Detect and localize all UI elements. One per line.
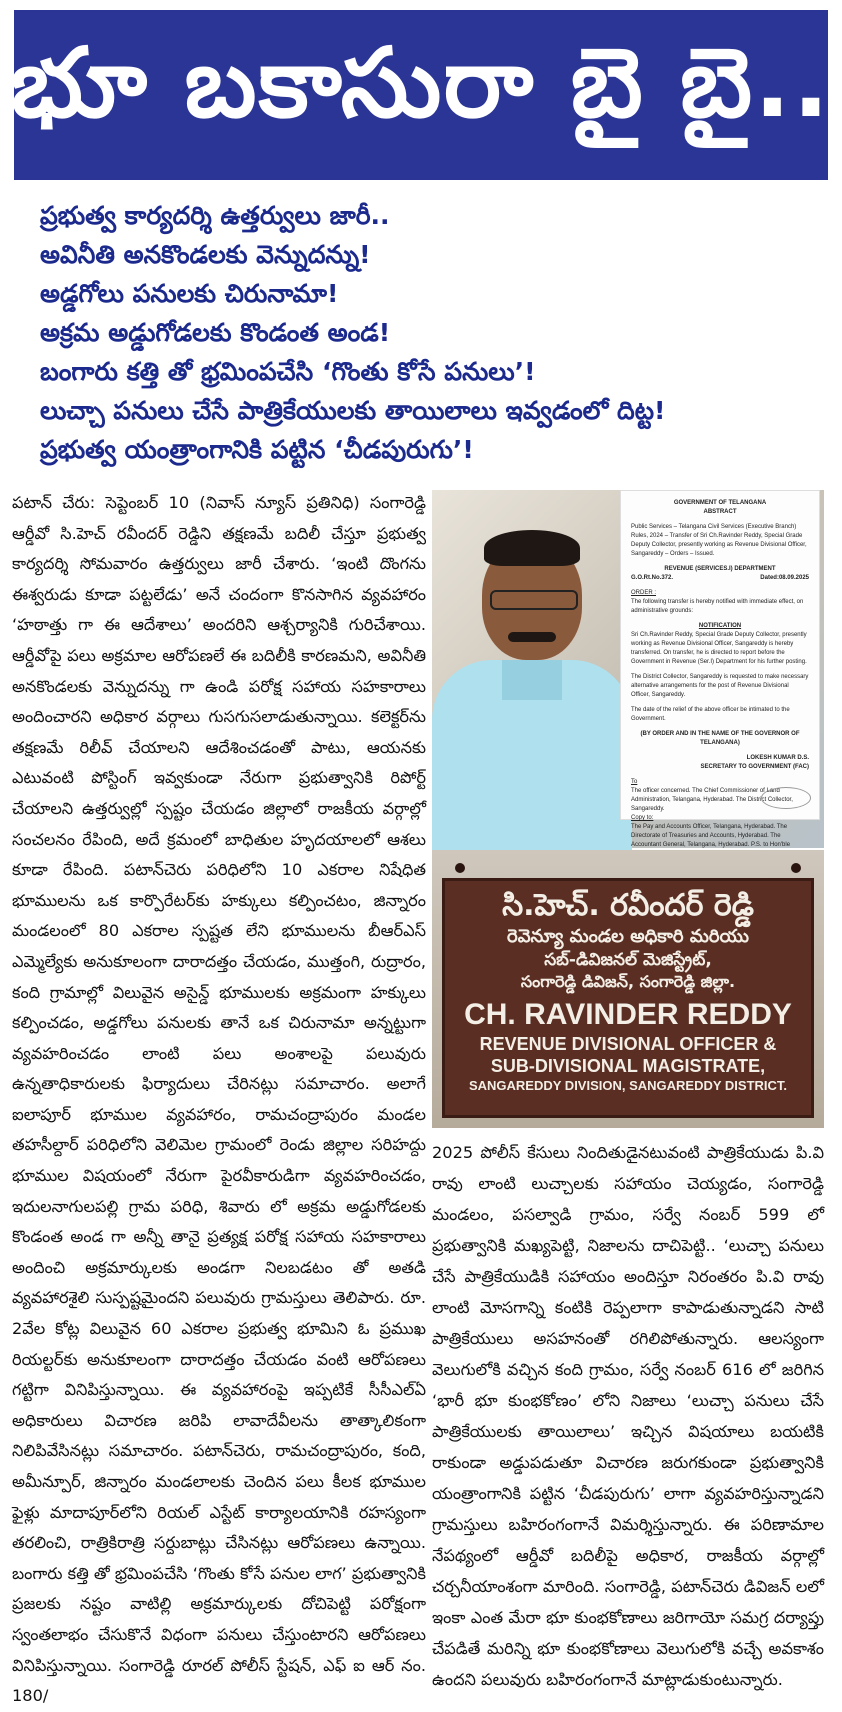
- officer-photo-with-order: [432, 490, 824, 848]
- nameplate-photo: [432, 850, 824, 1128]
- doc-to-label: To: [631, 779, 638, 785]
- board-name-english: CH. RAVINDER REDDY: [464, 998, 792, 1031]
- doc-abstract: ABSTRACT: [703, 509, 737, 515]
- board-name-telugu: సి.హెచ్. రవీందర్ రెడ్డి: [502, 888, 754, 923]
- officer-portrait: [432, 510, 632, 848]
- highlight-item: అడ్డగోలు పనులకు చిరునామా!: [40, 279, 339, 308]
- board-title-english-1: REVENUE DIVISIONAL OFFICER &: [479, 1034, 777, 1054]
- highlights-list: [40, 196, 820, 469]
- doc-order-by: (BY ORDER AND IN THE NAME OF THE GOVERNOR OF TELANGANA): [640, 731, 800, 746]
- doc-signatory-name: LOKESH KUMAR D.S.: [746, 755, 809, 761]
- doc-relief-text: The date of the relief of the above officer be intimated to the Government.: [631, 707, 790, 722]
- bolt-icon: [455, 863, 465, 873]
- doc-notification-text: Sri Ch.Ravinder Reddy, Special Grade Deputy Collector, presently working as Revenue Divisional Officer, Sangareddy is hereby transferred. On transfer, he is directed to report before the Government in Revenue (Ser.I) Department for his further posting.: [631, 632, 807, 665]
- highlight-item: లుచ్చా పనులు చేసే పాత్రికేయులకు తాయిలాలు ఇవ్వడంలో దిట్ట!: [40, 396, 666, 425]
- doc-dated: Dated:08.09.2025: [760, 575, 809, 581]
- highlight-item: అవినీతి అనకొండలకు వెన్నుదన్ను!: [40, 240, 371, 269]
- highlight-item: అక్రమ అడ్డుగోడలకు కొండంత అండ!: [40, 318, 391, 347]
- doc-copy-lines: The Pay and Accounts Officer, Telangana, Hyderabad. The Directorate of Treasuries and Accounts, Hyderabad. The Accountant General, Telangana, Hyderabad. P.S. to Hon'ble: [631, 824, 791, 848]
- doc-go-no: G.O.Rt.No.372.: [631, 575, 674, 581]
- doc-signatory-title: SECRETARY TO GOVERNMENT (FAC): [700, 764, 809, 770]
- board-division-english: SANGAREDDY DIVISION, SANGAREDDY DISTRICT.: [468, 1078, 788, 1093]
- doc-subject: Public Services – Telangana Civil Services (Executive Branch) Rules, 2024 – Transfer of Sri Ch.Ravinder Reddy, Special Grade Deputy Collector, presently working as Revenue Divisional Officer, Sangareddy – Orders – Issued.: [631, 524, 807, 557]
- highlight-item: బంగారు కత్తి తో భ్రమింపచేసి ‘గొంతు కోసే పనులు’!: [40, 357, 536, 386]
- board-title-telugu-1: రెవెన్యూ మండల అధికారి మరియు: [507, 926, 749, 947]
- glasses-shape: [490, 590, 578, 610]
- doc-dept: REVENUE (SERVICES.I) DEPARTMENT: [664, 566, 776, 572]
- doc-order-label: ORDER :: [631, 590, 657, 596]
- nameplate-board: [442, 878, 814, 1118]
- article-text-right: 2025 పోలీస్ కేసులు నిందితుడైనటువంటి పాత్రికేయుడు పి.వి రావు లాంటి లుచ్చాలకు సహాయం చెయ్యడం, సంగారెడ్డి మండలం, పసల్వాడి గ్రామం, సర్వే నంబర్ 599 లో ప్రభుత్వానికి మఖ్యపెట్టి, నిజాలను దాచిపెట్టి.. ‘లుచ్చా పనులు చేసే పాత్రికేయుడికి సహాయం అందిస్తూ నిరంతరం పి.వి రావు లాంటి మోసగాన్ని కంటికి రెప్పలాగా కాపాడుతున్నాడని సాటి పాత్రికేయులు అసహనంతో రగిలిపోతున్నారు. ఆలస్యంగా వెలుగులోకి వచ్చిన కంది గ్రామం, సర్వే నంబర్ 616 లో జరిగిన ‘భారీ భూ కుంభకోణం’ లోని నిజాలు ‘లుచ్చా పనులు చేసే పాత్రికేయులకు తాయిలాలు’ ఇచ్చిన విషయాలు బయటికి రాకుండా అడ్డుపడుతూ విచారణ జరుగకుండా ప్రభుత్వానికి యంత్రాంగానికి పట్టిన ‘చీడపురుగు’ లాగా వ్యవహరిస్తున్నాడని గ్రామస్తులు బహిరంగంగానే విమర్శిస్తున్నారు. ఈ పరిణామాల నేపథ్యంలో ఆర్డీవో బదిలీపై అధికార, రాజకీయ వర్గాల్లో చర్చనీయాంశంగా మారింది. సంగారెడ్డి, పటాన్‌చెరు డివిజన్ లలో ఇంకా ఎంత మేరా భూ కుంభకోణాలు జరిగాయో సమగ్ర దర్యాప్తు చేపడితే మరిన్ని భూ కుంభకోణాలు వెలుగులోకి వచ్చే అవకాశం ఉందని పలువురు బహిరంగంగానే మాట్లాడుకుంటున్నారు.: [432, 1143, 824, 1689]
- mustache-shape: [508, 632, 556, 642]
- highlight-item: ప్రభుత్వ కార్యదర్శి ఉత్తర్వులు జారీ..: [40, 201, 390, 230]
- board-title-english-2: SUB-DIVISIONAL MAGISTRATE,: [490, 1056, 766, 1076]
- headline: భూ బకాసురా బై బై..: [10, 27, 832, 139]
- board-division-telugu: సంగారెడ్డి డివిజన్, సంగారెడ్డి జిల్లా.: [520, 972, 736, 991]
- bolt-icon: [791, 863, 801, 873]
- article-body-left: [12, 488, 426, 1712]
- government-order-document: [620, 490, 820, 848]
- highlight-item: ప్రభుత్వ యంత్రాంగానికి పట్టిన ‘చీడపురుగు’!: [40, 435, 474, 464]
- article-body-right: [432, 1137, 824, 1695]
- doc-copy-label: Copy to:: [631, 815, 654, 821]
- board-title-telugu-2: సబ్-డివిజనల్ మెజిస్ట్రేట్,: [544, 950, 712, 970]
- doc-collector-text: The District Collector, Sangareddy is requested to make necessary alternative arrangements for the post of Revenue Divisional Officer, Sangareddy.: [631, 674, 809, 698]
- doc-gov: GOVERNMENT OF TELANGANA: [673, 500, 767, 506]
- collar-shape: [502, 660, 562, 700]
- doc-order-text: The following transfer is hereby notified with immediate effect, on administrative grounds:: [631, 599, 804, 614]
- hair-shape: [484, 530, 580, 566]
- article-text-left: పటాన్ చేరు: సెప్టెంబర్ 10 (నివాస్ న్యూస్ ప్రతినిధి) సంగారెడ్డి ఆర్డీవో సి.హెచ్ రవీందర్ రెడ్డిని తక్షణమే బదిలీ చేస్తూ ప్రభుత్వ కార్యదర్శి సోమవారం ఉత్తర్వులు జారీ చేశారు. ‘ఇంటి దొంగను ఈశ్వరుడు కూడా పట్టలేడు’ అనే చందంగా కొనసాగిన వ్యవహారం ‘హఠాత్తు గా ఈ ఆదేశాలు’ అందరిని ఆశ్చర్యానికి గురిచేశాయి. ఆర్డీవోపై పలు అక్రమాల ఆరోపణలే ఈ బదిలీకి కారణమని, అవినీతి అనకొండలకు వెన్నుదన్ను గా ఉండి పరోక్ష సహాయ సహకారాలు అందించారని అధికార వర్గాలు గుసగుసలాడుతున్నాయి. కలెక్టర్‌ను తక్షణమే రిలీవ్ చేయాలని ఆదేశించడంతో పాటు, ఆయనకు ఎటువంటి పోస్టింగ్ ఇవ్వకుండా నేరుగా ప్రభుత్వానికి రిపోర్ట్ చేయాలని ఉత్తర్వుల్లో స్పష్టం చేయడం జిల్లాలో రాజకీయ వర్గాల్లో సంచలనం రేపింది, అదే క్రమంలో బాధితుల హృదయాలలో ఆశలు కూడా రేపింది. పటాన్‌చెరు పరిధిలోని 10 ఎకరాల నిషేధిత భూములను ఒక కార్పొరేటర్‌కు హక్కులు కల్పించటం, జిన్నారం మండలంలో 80 ఎకరాల స్పష్టత లేని భూములను బీఆర్ఎస్ ఎమ్మెల్యేకు అనుకూలంగా దారాదత్తం చేయడం, ముత్తంగి, రుద్రారం, కంది గ్రామాల్లో విలువైన అసైన్డ్ భూములకు అక్రమంగా హక్కులు కల్పించడం, అడ్డగోలు పనులకు తానే ఒక చిరునామా అన్నట్టుగా వ్యవహరించడం లాంటి పలు అంశాలపై పలువురు ఉన్నతాధికారులకు ఫిర్యాదులు చేరినట్లు సమాచారం. అలాగే ఐలాపూర్ భూముల వ్యవహారం, రామచంద్రాపురం మండల తహసీల్దార్ పరిధిలోని వెలిమెల గ్రామంలో రెండు జిల్లాల సరిహద్దు భూముల విషయంలో నేరుగా పైరవీకారుడిగా వ్యవహరించడం, ఇదులనాగులపల్లి గ్రామ పరిధి, శివారు లో అక్రమ అడ్డుగోడలకు కొండంత అండ గా అన్నీ తానై ప్రత్యక్ష పరోక్ష సహాయ సహకారాలు అందించి అక్రమార్కులకు అండగా నిలబడటం తో అతడి వ్యవహారశైలి సుస్పష్టమైందని పలువురు గ్రామస్తులు తెలిపారు. రూ. 2వేల కోట్ల విలువైన 60 ఎకరాల ప్రభుత్వ భూమిని ఓ ప్రముఖ రియల్టర్‌కు అనుకూలంగా దారాదత్తం చేయడం వంటి ఆరోపణలు గట్టిగా వినిపిస్తున్నాయి. ఈ వ్యవహారంపై ఇప్పటికే సీసీఎల్ఏ అధికారులు విచారణ జరిపి లావాదేవీలను తాత్కాలికంగా నిలిపివేసినట్లు సమాచారం. పటాన్‌చెరు, రామచంద్రాపురం, కంది, అమీన్పూర్, జిన్నారం మండలాలకు చెందిన పలు కీలక భూముల ఫైళ్లు మాదాపూర్‌లోని రియల్ ఎస్టేట్ కార్యాలయానికి రహస్యంగా తరలించి, రాత్రికిరాత్రి సర్దుబాట్లు చేసినట్లు ఆరోపణలు ఉన్నాయి. బంగారు కత్తి తో భ్రమింపచేసి ‘గొంతు కోసే పనుల లాగ’ ప్రభుత్వానికి ప్రజలకు నష్టం వాటిల్లి అక్రమార్కులకు దోచిపెట్టి పరోక్షంగా స్వంతలాభం చేసుకొనే విధంగా పనులు చేస్తుంటారని ఆరోపణలు వినిపిస్తున్నాయి. సంగారెడ్డి రూరల్ పోలీస్ స్టేషన్, ఎఫ్ ఐ ఆర్ నం. 180/: [12, 493, 426, 1706]
- doc-to-lines: The officer concerned. The Chief Commissioner of Land Administration, Telangana, Hyderabad. The District Collector, Sangareddy.: [631, 788, 793, 812]
- stamp-seal: [761, 787, 811, 809]
- doc-notification-label: NOTIFICATION: [698, 623, 742, 629]
- headline-banner: [10, 10, 832, 180]
